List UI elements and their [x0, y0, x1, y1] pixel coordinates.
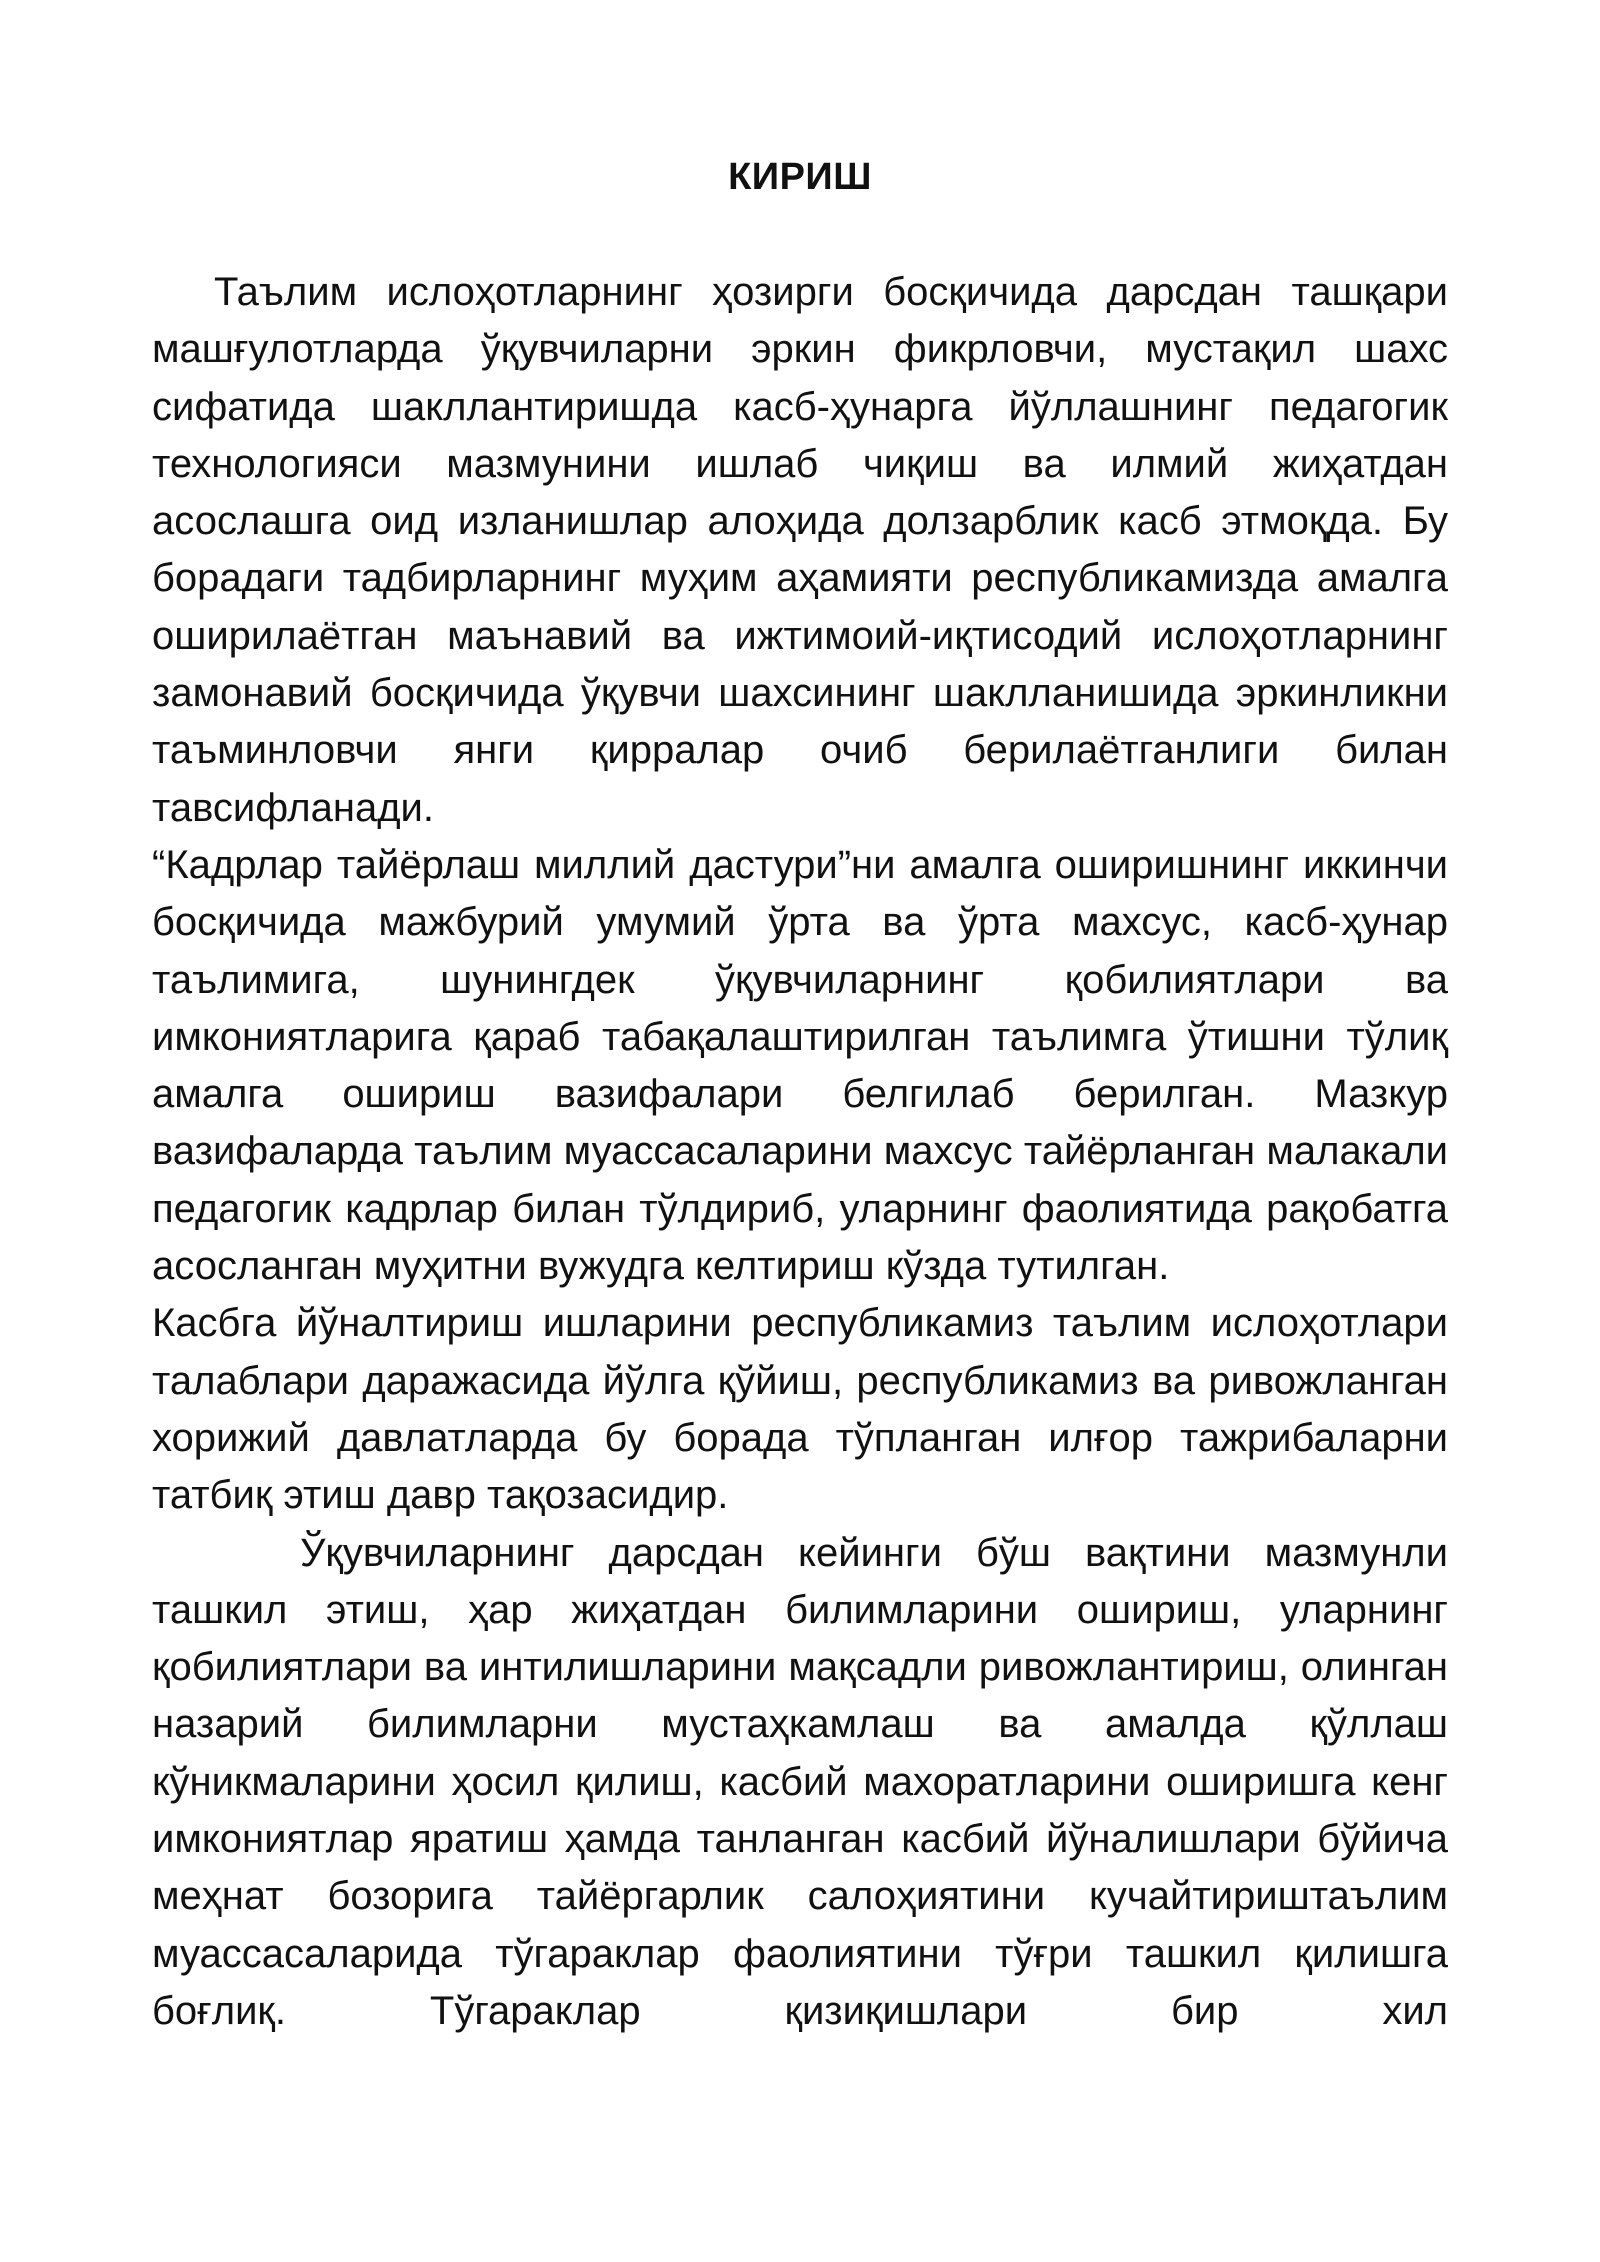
body-text	[152, 264, 1448, 2040]
page-title: КИРИШ	[728, 156, 872, 198]
paragraph-2: “Кадрлар тайёрлаш миллий дастури”ни амалга оширишнинг иккинчи босқичида мажбурий умумий ўрта ва ўрта махсус, касб-ҳунар таълимига, шунингдек ўқувчиларнинг қобилиятлари ва имкониятларига қараб табақалаштирилган таълимга ўтишни тўлиқ амалга ошириш вазифалари белгилаб берилган. Мазкур вазифаларда таълим муассасаларини махсус тайёрланган малакали педагогик кадрлар билан тўлдириб, уларнинг фаолиятида рақобатга асосланган муҳитни вужудга келтириш кўзда тутилган.	[152, 842, 1448, 1289]
paragraph-4: Ўқувчиларнинг дарсдан кейинги бўш вақтини мазмунли ташкил этиш, ҳар жиҳатдан билимларини ошириш, уларнинг қобилиятлари ва интилишларини мақсадли ривожлантириш, олинган назарий билимларни мустаҳкамлаш ва амалда қўллаш кўникмаларини ҳосил қилиш, касбий махоратларини оширишга кенг имкониятлар яратиш ҳамда танланган касбий йўналишлари бўйича меҳнат бозорига тайёргарлик салоҳиятини кучайтириштаълим муассасаларида тўгараклар фаолиятини тўғри ташкил қилишга боғлиқ. Тўгараклар қизиқишлари бир хил	[152, 1530, 1448, 2033]
paragraph-3: Касбга йўналтириш ишларини республикамиз таълим ислоҳотлари талаблари даражасида йўлга қўйиш, республикамиз ва ривожланган хорижий давлатларда бу борада тўпланган илғор тажрибаларни татбиқ этиш давр тақозасидир.	[152, 1301, 1448, 1518]
paragraph-1: Таълим ислоҳотларнинг ҳозирги босқичида дарсдан ташқари машғулотларда ўқувчиларни эркин фикрловчи, мустақил шахс сифатида шакллантиришда касб-ҳунарга йўллашнинг педагогик технологияси мазмунини ишлаб чиқиш ва илмий жиҳатдан асослашга оид изланишлар алоҳида долзарблик касб этмоқда. Бу борадаги тадбирларнинг муҳим аҳамияти республикамизда амалга оширилаётган маънавий ва ижтимоий-иқтисодий ислоҳотларнинг замонавий босқичида ўқувчи шахсининг шаклланишида эркинликни таъминловчи янги қирралар очиб берилаётганлиги билан тавсифланади.	[152, 270, 1448, 830]
